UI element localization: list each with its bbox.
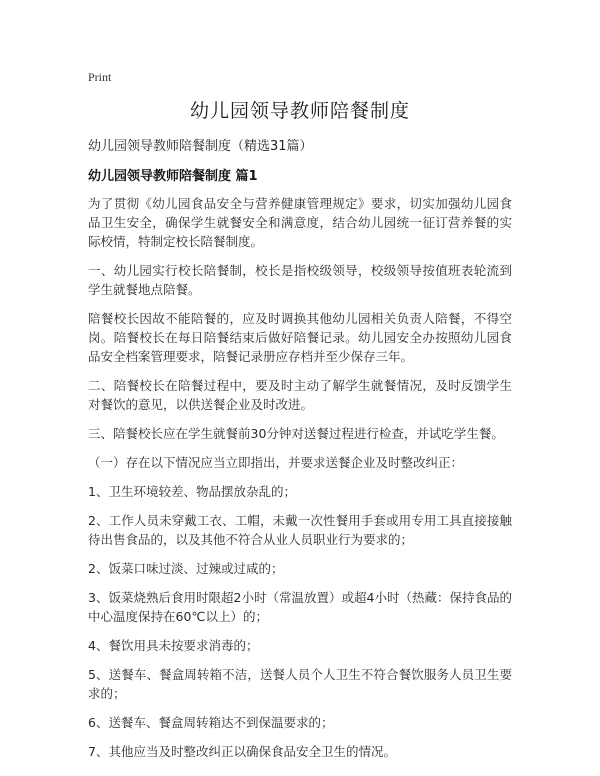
paragraph: 为了贯彻《幼儿园食品安全与营养健康管理规定》要求，切实加强幼儿园食品卫生安全，确保学生就餐安全和满意度，结合幼儿园统一征订营养餐的实际校情，特制定校长陪餐制度。: [88, 196, 512, 249]
document-subtitle: 幼儿园领导教师陪餐制度（精选31篇）: [88, 139, 313, 154]
list-item: 2、工作人员未穿戴工衣、工帽，未戴一次性餐用手套或用专用工具直接接触待出售食品的，以及其他不符合从业人员职业行为要求的；: [88, 513, 512, 547]
paragraph: 陪餐校长因故不能陪餐的，应及时调换其他幼儿园相关负责人陪餐，不得空岗。陪餐校长在每日陪餐结束后做好陪餐记录。幼儿园安全办按照幼儿园食品安全档案管理要求，陪餐记录册应存档并至少保存三年。: [88, 311, 512, 364]
paragraph: （一）存在以下情况应当立即指出，并要求送餐企业及时整改纠正：: [88, 455, 464, 470]
list-item: 2、饭菜口味过淡、过辣或过咸的；: [88, 561, 284, 576]
list-item: 1、卫生环境较差、物品摆放杂乱的；: [88, 484, 296, 499]
print-label[interactable]: Print: [88, 70, 112, 84]
paragraph: 二、陪餐校长在陪餐过程中，要及时主动了解学生就餐情况，及时反馈学生对餐饮的意见，以供送餐企业及时改进。: [88, 378, 512, 412]
list-item: 3、饭菜烧熟后食用时限超2小时（常温放置）或超4小时（热藏：保持食品的中心温度保持在60℃以上）的；: [88, 590, 512, 624]
list-item: 6、送餐车、餐盒周转箱达不到保温要求的；: [88, 715, 334, 730]
paragraph: 一、幼儿园实行校长陪餐制，校长是指校级领导，校级领导按值班表轮流到学生就餐地点陪餐。: [88, 263, 512, 297]
list-item: 5、送餐车、餐盒周转箱不洁，送餐人员个人卫生不符合餐饮服务人员卫生要求的；: [88, 667, 512, 701]
section-heading: 幼儿园领导教师陪餐制度 篇1: [88, 169, 258, 184]
paragraph: 三、陪餐校长应在学生就餐前30分钟对送餐过程进行检查，并试吃学生餐。: [88, 426, 504, 441]
page-title: 幼儿园领导教师陪餐制度: [189, 100, 410, 122]
list-item: 7、其他应当及时整改纠正以确保食品安全卫生的情况。: [88, 744, 396, 759]
list-item: 4、餐饮用具未按要求消毒的；: [88, 638, 259, 653]
